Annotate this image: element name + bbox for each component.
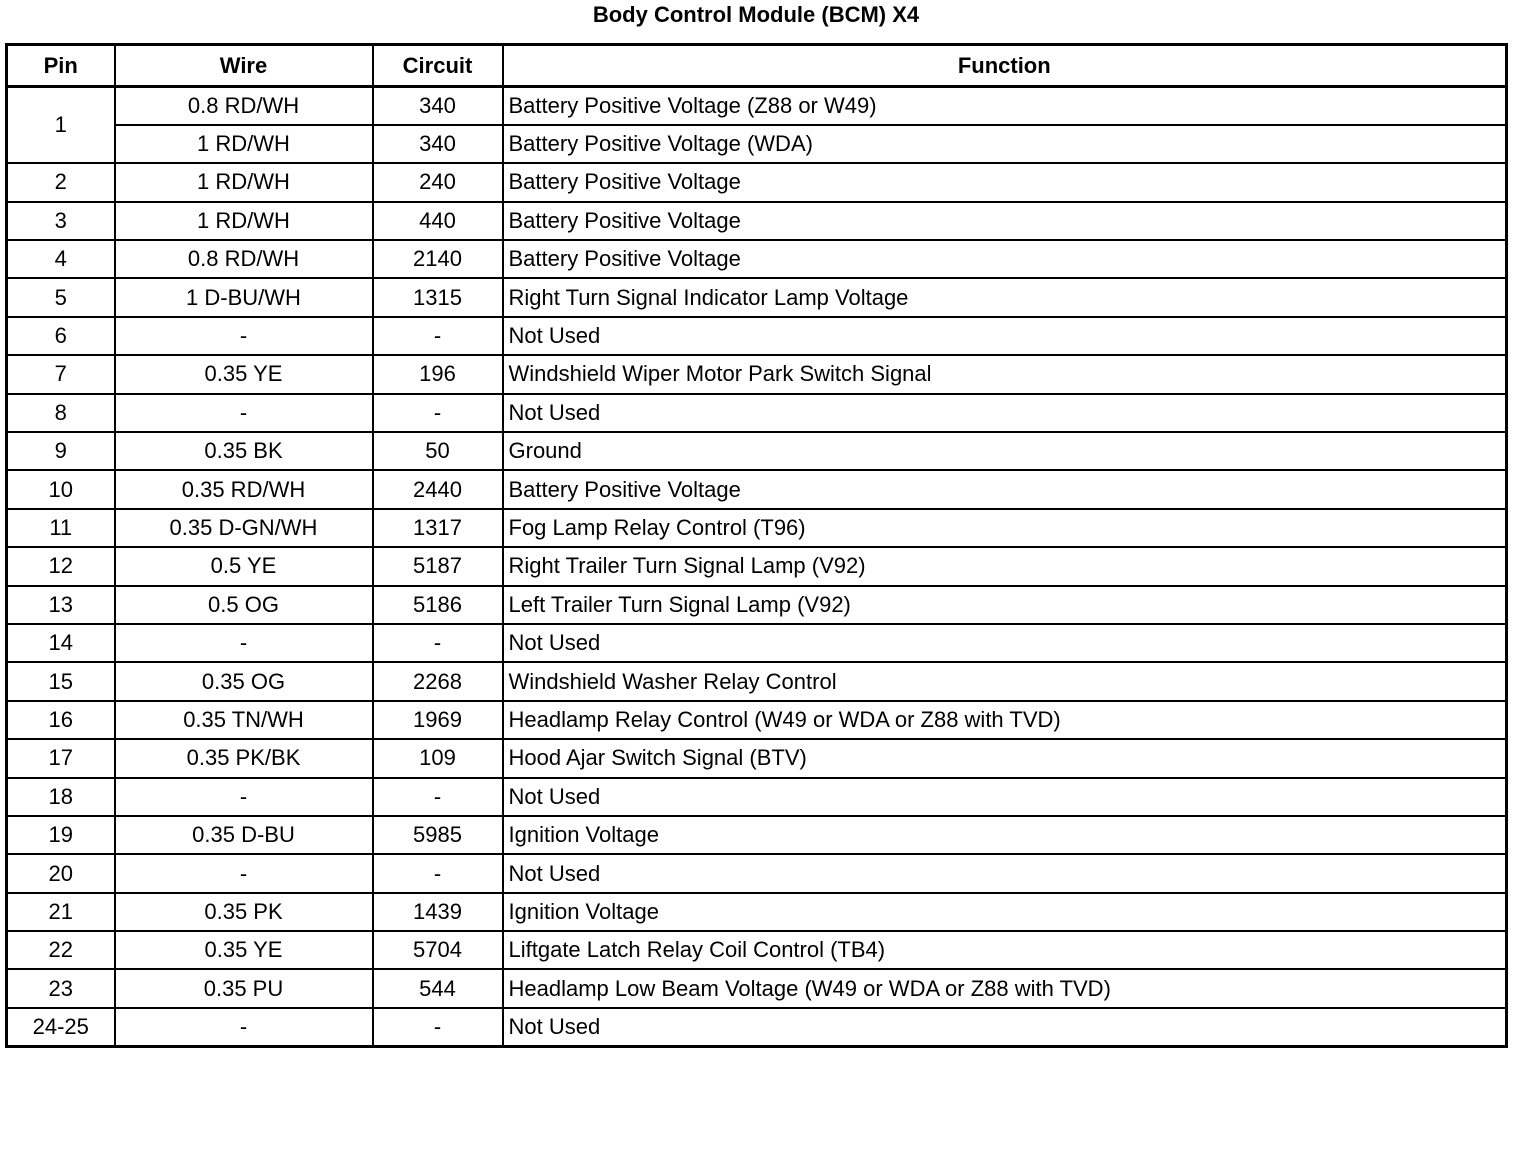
column-header-function: Function: [503, 45, 1507, 87]
header-row: [7, 45, 1507, 87]
function-cell: Ground: [503, 432, 1507, 470]
table-row: [7, 470, 1507, 508]
wire-cell: 0.35 TN/WH: [115, 701, 373, 739]
pinout-table: [5, 43, 1508, 1048]
table-row: [7, 586, 1507, 624]
circuit-cell: 5186: [373, 586, 503, 624]
pin-cell: 18: [7, 778, 115, 816]
pin-cell: 4: [7, 240, 115, 278]
table-row: [7, 163, 1507, 201]
function-cell: Battery Positive Voltage (WDA): [503, 125, 1507, 163]
circuit-cell: 544: [373, 969, 503, 1007]
table-row: [7, 624, 1507, 662]
circuit-cell: 5187: [373, 547, 503, 585]
function-cell: Ignition Voltage: [503, 816, 1507, 854]
circuit-cell: 1439: [373, 893, 503, 931]
wire-cell: 0.8 RD/WH: [115, 240, 373, 278]
wire-cell: 0.35 RD/WH: [115, 470, 373, 508]
function-cell: Not Used: [503, 317, 1507, 355]
circuit-cell: 340: [373, 87, 503, 125]
pin-cell: 16: [7, 701, 115, 739]
wire-cell: -: [115, 317, 373, 355]
pin-cell: 3: [7, 202, 115, 240]
wire-cell: 0.5 OG: [115, 586, 373, 624]
function-cell: Hood Ajar Switch Signal (BTV): [503, 739, 1507, 777]
table-row: [7, 355, 1507, 393]
pin-cell: 13: [7, 586, 115, 624]
function-cell: Battery Positive Voltage: [503, 163, 1507, 201]
circuit-cell: 440: [373, 202, 503, 240]
circuit-cell: 2268: [373, 662, 503, 700]
wire-cell: -: [115, 394, 373, 432]
pin-cell: 10: [7, 470, 115, 508]
table-row: [7, 931, 1507, 969]
function-cell: Left Trailer Turn Signal Lamp (V92): [503, 586, 1507, 624]
function-cell: Ignition Voltage: [503, 893, 1507, 931]
table-row: [7, 701, 1507, 739]
wire-cell: 0.35 YE: [115, 355, 373, 393]
function-cell: Windshield Washer Relay Control: [503, 662, 1507, 700]
wire-cell: 0.35 D-BU: [115, 816, 373, 854]
table-row: [7, 854, 1507, 892]
table-row: [7, 509, 1507, 547]
function-cell: Not Used: [503, 778, 1507, 816]
wire-cell: -: [115, 778, 373, 816]
table-row: [7, 739, 1507, 777]
pin-cell: 2: [7, 163, 115, 201]
pin-cell: 23: [7, 969, 115, 1007]
table-row: [7, 662, 1507, 700]
pin-cell: 1: [7, 87, 115, 164]
circuit-cell: 240: [373, 163, 503, 201]
table-row: [7, 202, 1507, 240]
wire-cell: 0.8 RD/WH: [115, 87, 373, 125]
function-cell: Right Turn Signal Indicator Lamp Voltage: [503, 278, 1507, 316]
pin-cell: 14: [7, 624, 115, 662]
circuit-cell: 2140: [373, 240, 503, 278]
function-cell: Battery Positive Voltage: [503, 202, 1507, 240]
pin-cell: 11: [7, 509, 115, 547]
wire-cell: 0.35 OG: [115, 662, 373, 700]
column-header-pin: Pin: [7, 45, 115, 87]
table-row: [7, 432, 1507, 470]
pin-cell: 24-25: [7, 1008, 115, 1046]
wire-cell: 1 D-BU/WH: [115, 278, 373, 316]
pin-cell: 6: [7, 317, 115, 355]
function-cell: Not Used: [503, 1008, 1507, 1046]
wire-cell: -: [115, 854, 373, 892]
wire-cell: -: [115, 624, 373, 662]
function-cell: Windshield Wiper Motor Park Switch Signal: [503, 355, 1507, 393]
circuit-cell: 50: [373, 432, 503, 470]
wire-cell: 0.5 YE: [115, 547, 373, 585]
wire-cell: 1 RD/WH: [115, 163, 373, 201]
circuit-cell: 5704: [373, 931, 503, 969]
pin-cell: 20: [7, 854, 115, 892]
table-row: [7, 278, 1507, 316]
circuit-cell: -: [373, 394, 503, 432]
function-cell: Fog Lamp Relay Control (T96): [503, 509, 1507, 547]
circuit-cell: -: [373, 778, 503, 816]
table-row: [7, 125, 1507, 163]
wire-cell: 0.35 PK/BK: [115, 739, 373, 777]
function-cell: Battery Positive Voltage: [503, 240, 1507, 278]
wire-cell: 1 RD/WH: [115, 202, 373, 240]
pin-cell: 21: [7, 893, 115, 931]
table-row: [7, 240, 1507, 278]
pin-cell: 5: [7, 278, 115, 316]
function-cell: Battery Positive Voltage: [503, 470, 1507, 508]
table-row: [7, 87, 1507, 125]
circuit-cell: -: [373, 624, 503, 662]
pin-cell: 19: [7, 816, 115, 854]
table-row: [7, 778, 1507, 816]
function-cell: Not Used: [503, 854, 1507, 892]
circuit-cell: -: [373, 317, 503, 355]
circuit-cell: 5985: [373, 816, 503, 854]
circuit-cell: -: [373, 854, 503, 892]
pin-cell: 9: [7, 432, 115, 470]
circuit-cell: 196: [373, 355, 503, 393]
pin-cell: 12: [7, 547, 115, 585]
table-row: [7, 1008, 1507, 1046]
function-cell: Not Used: [503, 624, 1507, 662]
wire-cell: 0.35 PU: [115, 969, 373, 1007]
table-row: [7, 547, 1507, 585]
wire-cell: 1 RD/WH: [115, 125, 373, 163]
function-cell: Headlamp Low Beam Voltage (W49 or WDA or Z88 with TVD): [503, 969, 1507, 1007]
wire-cell: 0.35 YE: [115, 931, 373, 969]
wire-cell: 0.35 BK: [115, 432, 373, 470]
column-header-circuit: Circuit: [373, 45, 503, 87]
pin-cell: 15: [7, 662, 115, 700]
wire-cell: 0.35 PK: [115, 893, 373, 931]
circuit-cell: 1317: [373, 509, 503, 547]
function-cell: Liftgate Latch Relay Coil Control (TB4): [503, 931, 1507, 969]
wire-cell: 0.35 D-GN/WH: [115, 509, 373, 547]
circuit-cell: 340: [373, 125, 503, 163]
pin-cell: 7: [7, 355, 115, 393]
circuit-cell: 2440: [373, 470, 503, 508]
circuit-cell: 1969: [373, 701, 503, 739]
pin-cell: 17: [7, 739, 115, 777]
circuit-cell: -: [373, 1008, 503, 1046]
page-title: Body Control Module (BCM) X4: [592, 2, 920, 27]
circuit-cell: 109: [373, 739, 503, 777]
function-cell: Battery Positive Voltage (Z88 or W49): [503, 87, 1507, 125]
table-row: [7, 317, 1507, 355]
circuit-cell: 1315: [373, 278, 503, 316]
pin-cell: 8: [7, 394, 115, 432]
table-row: [7, 893, 1507, 931]
function-cell: Headlamp Relay Control (W49 or WDA or Z88 with TVD): [503, 701, 1507, 739]
function-cell: Not Used: [503, 394, 1507, 432]
pin-cell: 22: [7, 931, 115, 969]
column-header-wire: Wire: [115, 45, 373, 87]
table-row: [7, 816, 1507, 854]
table-row: [7, 969, 1507, 1007]
table-body: [7, 87, 1507, 1047]
function-cell: Right Trailer Turn Signal Lamp (V92): [503, 547, 1507, 585]
table-row: [7, 394, 1507, 432]
table-header: [7, 45, 1507, 87]
wire-cell: -: [115, 1008, 373, 1046]
